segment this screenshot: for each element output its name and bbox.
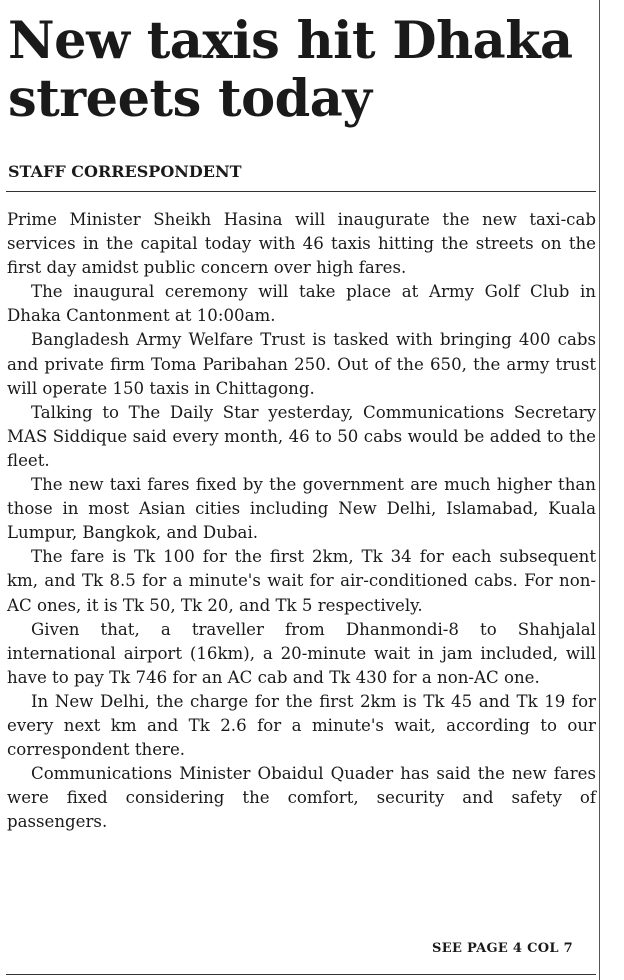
bottom-divider (6, 974, 596, 975)
paragraph: Talking to The Daily Star yesterday, Communications Secretary MAS Siddique said every month, 46 to 50 cabs would be added to the fleet. (7, 402, 596, 470)
paragraph: In New Delhi, the charge for the first 2km is Tk 45 and Tk 19 for every next km and Tk 2.6 for a minute's wait, according to our correspondent there. (7, 691, 596, 760)
headline: New taxis hit Dhaka streets today (8, 11, 573, 129)
paragraph: The fare is Tk 100 for the first 2km, Tk 34 for each subsequent km, and Tk 8.5 for a minute's wait for air-conditioned cabs. For non-AC ones, it is Tk 50, Tk 20, and Tk 5 respectively. (7, 547, 596, 615)
paragraph: Communications Minister Obaidul Quader has said the new fares were fixed considering the comfort, security and safety of passengers. (7, 764, 596, 832)
jump-line: SEE PAGE 4 COL 7 (432, 941, 573, 956)
paragraph: Given that, a traveller from Dhanmondi-8 to Shahjalal international airport (16km), a 20-minute wait in jam included, will have to pay Tk 746 for an AC cab and Tk 430 for a non-AC one. (7, 619, 596, 687)
paragraph: Prime Minister Sheikh Hasina will inaugurate the new taxi-cab services in the capital today with 46 taxis hitting the streets on the first day amidst public concern over high fares. (7, 210, 596, 278)
paragraph: Bangladesh Army Welfare Trust is tasked with bringing 400 cabs and private firm Toma Paribahan 250. Out of the 650, the army trust will operate 150 taxis in Chittagong. (7, 330, 596, 398)
paragraph: The new taxi fares fixed by the government are much higher than those in most Asian cities including New Delhi, Islamabad, Kuala Lumpur, Bangkok, and Dubai. (7, 475, 596, 543)
article-body (7, 208, 596, 834)
byline: STAFF CORRESPONDENT (8, 162, 242, 181)
byline-divider (6, 191, 596, 192)
paragraph: The inaugural ceremony will take place at Army Golf Club in Dhaka Cantonment at 10:00am. (7, 282, 596, 326)
